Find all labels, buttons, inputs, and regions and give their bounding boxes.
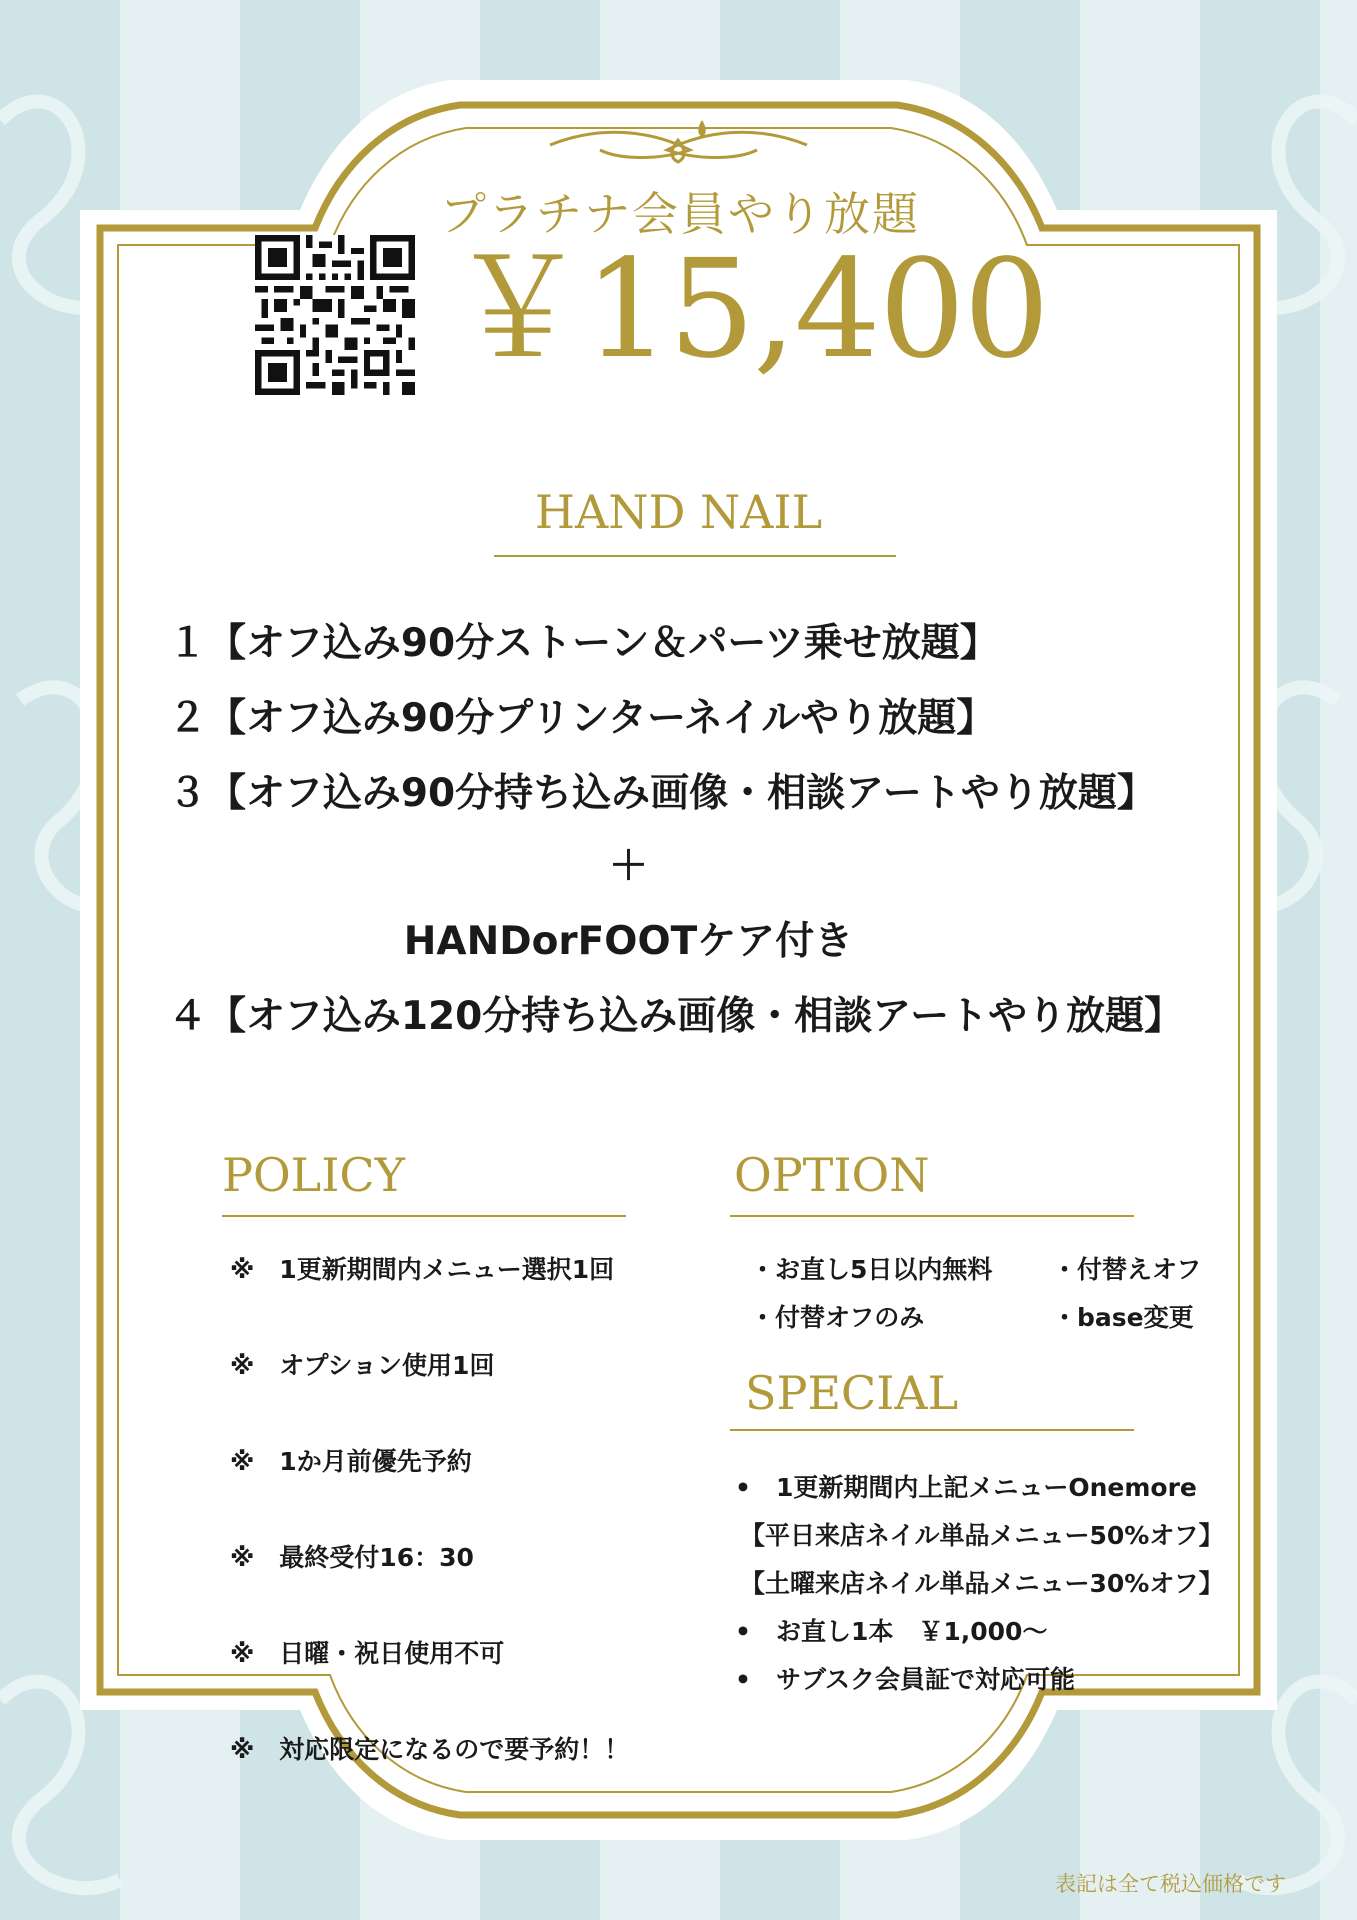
policy-heading: POLICY [222,1148,405,1202]
policy-item: ※ オプション使用1回 [230,1351,495,1380]
special-item: 【平日来店ネイル単品メニュー50%オフ】 [740,1521,1224,1550]
tax-note: 表記は全て税込価格です [1055,1872,1286,1896]
policy-item: ※ 1更新期間内メニュー選択1回 [230,1255,615,1284]
special-item: 【土曜来店ネイル単品メニュー30%オフ】 [740,1569,1224,1598]
special-item: • 1更新期間内上記メニューOnemore [735,1473,1197,1502]
page-title: プラチナ会員やり放題 [440,187,920,241]
option-item: ・付替オフのみ [750,1303,925,1332]
special-heading: SPECIAL [745,1366,959,1420]
policy-item: ※ 対応限定になるので要予約！！ [230,1735,630,1764]
policy-item: ※ 日曜・祝日使用不可 [230,1639,505,1668]
policy-item: ※ 最終受付16：30 [230,1543,474,1572]
special-item: • サブスク会員証で対応可能 [735,1665,1075,1694]
menu-item-1: １【オフ込み90分ストーン＆パーツ乗せ放題】 [168,621,999,666]
option-item: ・base変更 [1052,1303,1194,1332]
option-item: ・お直し5日以内無料 [750,1255,993,1284]
menu-item-3: ３【オフ込み90分持ち込み画像・相談アートやり放題】 [168,771,1156,816]
policy-item: ※ 1か月前優先予約 [230,1447,472,1476]
plus-sign: ＋ [608,844,648,889]
menu-item-2: ２【オフ込み90分プリンターネイルやり放題】 [168,696,996,741]
price: ￥15,400 [450,231,1048,389]
option-heading: OPTION [734,1148,930,1202]
option-item: ・付替えオフ [1052,1255,1202,1284]
qr-code [255,235,415,395]
hand-nail-heading: HAND NAIL [534,485,823,539]
care-included: HANDorFOOTケア付き [403,919,854,964]
special-item: • お直し1本 ￥1,000～ [735,1617,1048,1646]
menu-item-4: ４【オフ込み120分持ち込み画像・相談アートやり放題】 [168,994,1184,1039]
